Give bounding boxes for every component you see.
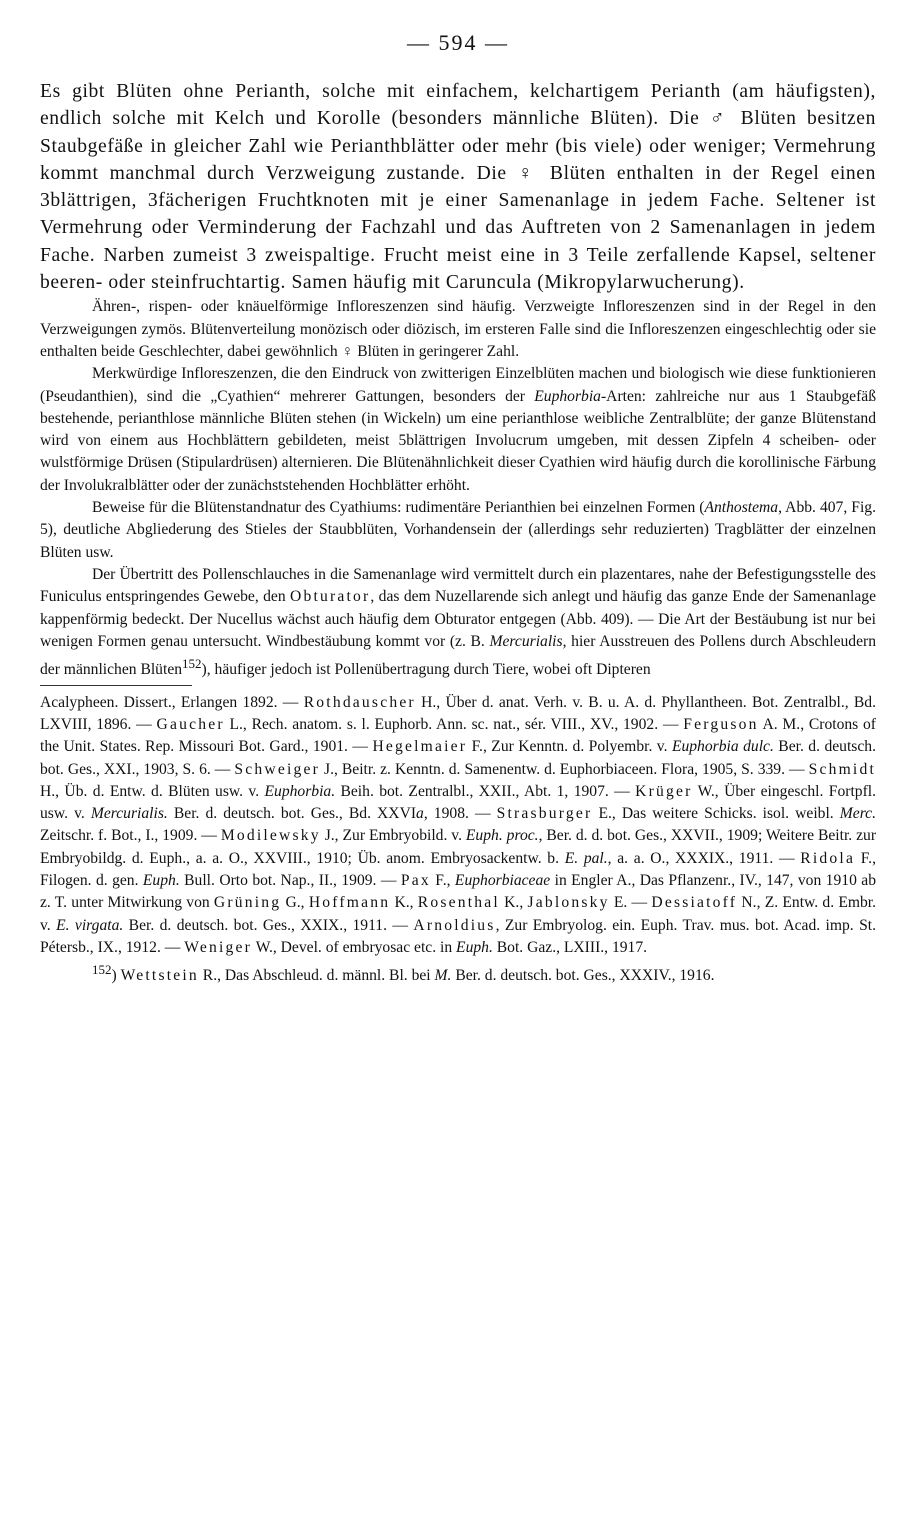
paragraph-cyathia: Merkwürdige Infloreszenzen, die den Eindruck von zwitterigen Einzelblüten machen und biologisch wie diese funktionieren (Pseudanthien), sind die „Cyathien“ mehrerer Gattungen, besonders der Euphorbia-Arten: zahlreiche nur aus 1 Staubgefäß bestehende, perianthlose männliche Blüten stehen (in Wickeln) um eine perianthlose weibliche Zentralblüte; der ganze Blütenstand wird von einem aus Hochblättern gebildeten, meist 5blättrigen Involucrum umgeben, mit dessen Zipfeln 4 scheiben- oder wulstförmige Drüsen (Stipulardrüsen) alternieren. Die Blütenähnlichkeit dieser Cyathien wird häufig durch die korollinische Färbung der Involukralblätter oder der zunächststehenden Hochblätter erhöht. <box>40 365 876 494</box>
footnote-152: $^{152}$) Wettstein R., Das Abschleud. d. männl. Bl. bei M. Ber. d. deutsch. bot. Ges., XXXIV., 1916. <box>92 962 715 985</box>
footnote-literature: Acalypheen. Dissert., Erlangen 1892. — Rothdauscher H., Über d. anat. Verh. v. B. u. A. d. Phyllantheen. Bot. Zentralbl., Bd. LXVIII, 1896. — Gaucher L., Rech. anatom. s. l. Euphorb. Ann. sc. nat., sér. VIII., XV., 1902. — Ferguson A. M., Crotons of the Unit. States. Rep. Missouri Bot. Gard., 1901. — Hegelmaier F., Zur Kenntn. d. Polyembr. v. Euphorbia dulc. Ber. d. deutsch. bot. Ges., XXI., 1903, S. 6. — Schweiger J., Beitr. z. Kenntn. d. Samenentw. d. Euphorbiaceen. Flora, 1905, S. 339. — Schmidt H., Üb. d. Entw. d. Blüten usw. v. Euphorbia. Beih. bot. Zentralbl., XXII., Abt. 1, 1907. — Krüger W., Über eingeschl. Fortpfl. usw. v. Mercurialis. Ber. d. deutsch. bot. Ges., Bd. XXVIa, 1908. — Strasburger E., Das weitere Schicks. isol. weibl. Merc. Zeitschr. f. Bot., I., 1909. — Modilewsky J., Zur Embryobild. v. Euph. proc., Ber. d. d. bot. Ges., XXVII., 1909; Weitere Beitr. zur Embryobildg. d. Euph., a. a. O., XXVIII., 1910; Üb. anom. Embryosackentw. b. E. pal., a. a. O., XXXIX., 1911. — Ridola F., Filogen. d. gen. Euph. Bull. Orto bot. Nap., II., 1909. — Pax F., Euphorbiaceae in Engler A., Das Pflanzenr., IV., 147, von 1910 ab z. T. unter Mitwirkung von Grüning G., Hoffmann K., Rosenthal K., Jablonsky E. — Dessiatoff N., Z. Entw. d. Embr. v. E. virgata. Ber. d. deutsch. bot. Ges., XXIX., 1911. — Arnoldius, Zur Embryolog. ein. Euph. Trav. mus. bot. Acad. imp. St. Pétersb., IX., 1912. — Weniger W., Devel. of embryosac etc. in Euph. Bot. Gaz., LXIII., 1917. <box>40 693 877 956</box>
main-text <box>40 78 876 682</box>
page-number: — 594 — <box>407 30 509 55</box>
paragraph-inflorescences: Ähren-, rispen- oder knäuelförmige Infloreszenzen sind häufig. Verzweigte Infloreszenzen sind in der Regel in den Verzweigungen zymös. Blütenverteilung monözisch oder diözisch, im ersteren Falle sind die Infloreszenzen eingeschlechtig oder sie enthalten beide Geschlechter, dabei gewöhnlich ♀ Blüten in geringerer Zahl. <box>40 298 876 360</box>
paragraph-pollination: Der Übertritt des Pollenschlauches in die Samenanlage wird vermittelt durch ein plazentares, nahe der Befestigungsstelle des Funiculus entspringendes Gewebe, den Obturator, das dem Nuzellarende sich anlegt und häufig das ganze Ende der Samenanlage kappenförmig bedeckt. Der Nucellus wächst auch häufig dem Obturator entgegen (Abb. 409). — Die Art der Bestäubung ist nur bei wenigen Formen genau untersucht. Windbestäubung kommt vor (z. B. Mercurialis, hier Ausstreuen des Pollens durch Abschleudern der männlichen Blüten$^{152}$), häufiger jedoch ist Pollenübertragung durch Tiere, wobei oft Dipteren <box>40 565 876 679</box>
footnote-divider <box>40 685 192 686</box>
footnotes <box>40 692 876 988</box>
document-page <box>40 30 876 988</box>
paragraph-perianth: Es gibt Blüten ohne Perianth, solche mit einfachem, kelchartigem Perianth (am häufigsten), endlich solche mit Kelch und Korolle (besonders männliche Blüten). Die ♂ Blüten besitzen Staubgefäße in gleicher Zahl wie Perianthblätter oder mehr (bis viele) oder weniger; Vermehrung kommt manchmal durch Verzweigung zustande. Die ♀ Blüten enthalten in der Regel einen 3blättrigen, 3fächerigen Fruchtknoten mit je einer Samenanlage in jedem Fache. Seltener ist Vermehrung oder Verminderung der Fachzahl und das Auftreten von 2 Samenanlagen in jedem Fache. Narben zumeist 3 zweispaltige. Frucht meist eine in 3 Teile zerfallende Kapsel, seltener beeren- oder steinfruchtartig. Samen häufig mit Caruncula (Mikropylarwucherung). <box>40 81 876 294</box>
paragraph-evidence: Beweise für die Blütenstandnatur des Cyathiums: rudimentäre Perianthien bei einzelnen Formen (Anthostema, Abb. 407, Fig. 5), deutliche Abgliederung des Stieles der Staubblüten, Vorhandensein der (allerdings sehr reduzierten) Tragblätter der einzelnen Blüten usw. <box>40 499 876 561</box>
